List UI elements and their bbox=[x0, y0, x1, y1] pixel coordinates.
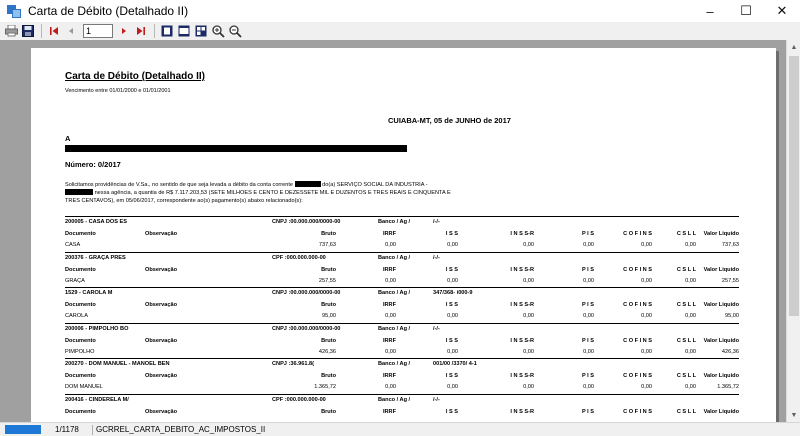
payment-entries bbox=[65, 216, 739, 422]
header-csll: C S L L bbox=[676, 408, 696, 415]
header-observacao: Observação bbox=[145, 408, 178, 415]
document-viewport[interactable] bbox=[0, 40, 786, 422]
entry-cofins: 0,00 bbox=[641, 384, 652, 390]
report-name: GCRREL_CARTA_DEBITO_AC_IMPOSTOS_II bbox=[96, 425, 266, 434]
title-bar bbox=[0, 0, 800, 22]
entry-row bbox=[65, 323, 739, 359]
zoom-in-icon[interactable] bbox=[211, 24, 225, 38]
entry-pis: 0,00 bbox=[583, 242, 594, 248]
entry-row bbox=[65, 252, 739, 288]
page-count: 1/1178 bbox=[55, 425, 79, 434]
entry-inss: 0,00 bbox=[523, 313, 534, 319]
entry-liquido: 95,00 bbox=[725, 313, 739, 319]
prev-page-icon[interactable] bbox=[64, 24, 78, 38]
header-csll: C S L L bbox=[676, 337, 696, 344]
page-width-icon[interactable] bbox=[177, 24, 191, 38]
entry-iss: 0,00 bbox=[447, 348, 458, 355]
entry-irrf: 0,00 bbox=[385, 384, 396, 390]
header-inss: I N S S-R bbox=[510, 373, 534, 379]
header-pis: P I S bbox=[581, 266, 594, 273]
page-number-input[interactable] bbox=[83, 24, 113, 38]
entry-inss: 0,00 bbox=[523, 348, 534, 355]
entry-csll: 0,00 bbox=[685, 313, 696, 319]
header-cofins: C O F I N S bbox=[623, 373, 652, 379]
report-subtitle: Vencimento entre 01/01/2000 e 01/01/2001 bbox=[65, 88, 171, 94]
entry-pis: 0,00 bbox=[583, 384, 594, 390]
first-page-icon[interactable] bbox=[47, 24, 61, 38]
header-liquido: Valor Liquido bbox=[703, 302, 739, 308]
entry-cofins: 0,00 bbox=[641, 348, 652, 355]
entry-irrf: 0,00 bbox=[385, 348, 396, 355]
entry-row bbox=[65, 216, 739, 252]
header-cofins: C O F I N S bbox=[623, 302, 652, 308]
entry-documento: CAROLA bbox=[65, 313, 89, 319]
header-iss: I S S bbox=[445, 337, 458, 344]
zoom-out-icon[interactable] bbox=[228, 24, 242, 38]
header-liquido: Valor Liquido bbox=[703, 266, 739, 273]
header-documento: Documento bbox=[65, 337, 96, 344]
status-bar bbox=[0, 422, 800, 436]
entry-liquido: 1.365,72 bbox=[717, 384, 739, 390]
entry-row bbox=[65, 358, 739, 394]
scroll-down-icon[interactable]: ▼ bbox=[790, 411, 798, 419]
scroll-thumb[interactable] bbox=[789, 56, 799, 316]
header-pis: P I S bbox=[581, 302, 594, 308]
entry-pis: 0,00 bbox=[583, 348, 594, 355]
entry-name: 200006 - PIMPOLHO BO bbox=[65, 325, 129, 332]
letter-body bbox=[65, 181, 535, 205]
body-line-2: do(a) SERVIÇO SOCIAL DA INDUSTRIA - bbox=[322, 182, 428, 188]
header-inss: I N S S-R bbox=[510, 302, 534, 308]
entry-bank-value: /-/- bbox=[433, 254, 440, 261]
app-icon bbox=[6, 3, 22, 19]
entry-bank-label: Banco / Ag / bbox=[378, 254, 411, 261]
entry-name: 1529 - CAROLA M bbox=[65, 290, 113, 296]
status-progress bbox=[5, 425, 41, 434]
entry-bank-label: Banco / Ag / bbox=[378, 396, 411, 403]
header-cofins: C O F I N S bbox=[623, 231, 652, 237]
header-pis: P I S bbox=[581, 373, 594, 379]
entry-inss: 0,00 bbox=[523, 384, 534, 390]
entry-documento: GRAÇA bbox=[65, 277, 85, 284]
header-liquido: Valor Liquido bbox=[703, 337, 739, 344]
entry-liquido: 426,36 bbox=[721, 348, 739, 355]
header-observacao: Observação bbox=[145, 266, 178, 273]
header-observacao: Observação bbox=[145, 373, 178, 379]
header-documento: Documento bbox=[65, 302, 96, 308]
entry-inss: 0,00 bbox=[523, 277, 534, 284]
report-title: Carta de Débito (Detalhado II) bbox=[65, 71, 206, 82]
header-cofins: C O F I N S bbox=[623, 266, 652, 273]
entry-name: 200376 - GRAÇA PRES bbox=[65, 254, 126, 261]
header-liquido: Valor Liquido bbox=[703, 231, 739, 237]
entry-name: 200270 - DOM MANUEL - MANOEL BEN bbox=[65, 361, 170, 367]
entry-inss: 0,00 bbox=[523, 242, 534, 248]
letter-number: Número: 0/2017 bbox=[65, 160, 121, 169]
redacted-account bbox=[295, 181, 321, 187]
entry-tax-id: CNPJ :00.000.000/0000-00 bbox=[272, 290, 341, 296]
entry-iss: 0,00 bbox=[447, 277, 458, 284]
entry-tax-id: CNPJ :00.000.000/0000-00 bbox=[272, 219, 341, 225]
entry-csll: 0,00 bbox=[685, 348, 696, 355]
page-view-icon[interactable] bbox=[160, 24, 174, 38]
header-documento: Documento bbox=[65, 231, 96, 237]
entry-iss: 0,00 bbox=[447, 384, 458, 390]
entry-tax-id: CNPJ :36.961.8( bbox=[272, 361, 314, 367]
header-inss: I N S S-R bbox=[510, 266, 534, 273]
entry-irrf: 0,00 bbox=[385, 242, 396, 248]
entry-bank-label: Banco / Ag / bbox=[378, 325, 411, 332]
header-observacao: Observação bbox=[145, 302, 178, 308]
header-irrf: IRRF bbox=[382, 373, 396, 379]
header-bruto: Bruto bbox=[321, 408, 336, 415]
entry-tax-id: CPF :000.000.000-00 bbox=[272, 396, 326, 403]
header-irrf: IRRF bbox=[382, 337, 396, 344]
entry-tax-id: CPF :000.000.000-00 bbox=[272, 254, 326, 261]
close-icon[interactable]: ✕ bbox=[776, 3, 788, 18]
full-page-icon[interactable] bbox=[194, 24, 208, 38]
minimize-icon[interactable]: – bbox=[706, 3, 714, 19]
entry-bruto: 426,36 bbox=[318, 348, 336, 355]
header-irrf: IRRF bbox=[382, 231, 396, 237]
header-irrf: IRRF bbox=[382, 266, 396, 273]
entry-csll: 0,00 bbox=[685, 277, 696, 284]
entry-row bbox=[65, 394, 739, 423]
header-bruto: Bruto bbox=[321, 266, 336, 273]
header-csll: C S L L bbox=[676, 266, 696, 273]
header-iss: I S S bbox=[445, 231, 458, 237]
header-cofins: C O F I N S bbox=[623, 408, 652, 415]
body-line-4: TRES CENTAVOS), em 05/06/2017, correspondente ao(s) pagamento(s) abaixo relacionado(s): bbox=[65, 197, 303, 204]
maximize-icon[interactable]: ☐ bbox=[740, 3, 752, 18]
entry-documento: PIMPOLHO bbox=[65, 348, 95, 355]
print-icon[interactable] bbox=[4, 24, 18, 38]
city-date: CUIABA-MT, 05 de JUNHO de 2017 bbox=[388, 116, 511, 125]
header-observacao: Observação bbox=[145, 231, 178, 237]
entry-row bbox=[65, 287, 739, 323]
header-bruto: Bruto bbox=[321, 337, 336, 344]
header-irrf: IRRF bbox=[382, 302, 396, 308]
vertical-scrollbar[interactable] bbox=[786, 40, 800, 422]
redacted-addressee bbox=[65, 145, 407, 152]
scroll-up-icon[interactable]: ▲ bbox=[790, 43, 798, 51]
entry-bank-label: Banco / Ag / bbox=[378, 219, 411, 225]
header-liquido: Valor Liquido bbox=[703, 373, 739, 379]
header-inss: I N S S-R bbox=[510, 337, 534, 344]
entry-irrf: 0,00 bbox=[385, 277, 396, 284]
entry-bank-label: Banco / Ag / bbox=[378, 290, 411, 296]
entry-bank-value: 001/00 /3370/ 4-1 bbox=[433, 361, 477, 367]
entry-documento: DOM MANUEL bbox=[65, 384, 103, 390]
entry-irrf: 0,00 bbox=[385, 313, 396, 319]
next-page-icon[interactable] bbox=[117, 24, 131, 38]
entry-tax-id: CNPJ :00.000.000/0000-00 bbox=[272, 325, 341, 332]
header-pis: P I S bbox=[581, 231, 594, 237]
toolbar bbox=[0, 22, 800, 40]
entry-iss: 0,00 bbox=[447, 313, 458, 319]
entry-liquido: 257,55 bbox=[721, 277, 739, 284]
entry-name: 200416 - CINDERELA M/ bbox=[65, 396, 129, 403]
header-documento: Documento bbox=[65, 373, 96, 379]
entry-liquido: 737,63 bbox=[721, 242, 739, 248]
header-iss: I S S bbox=[445, 266, 458, 273]
entry-csll: 0,00 bbox=[685, 384, 696, 390]
header-csll: C S L L bbox=[676, 302, 696, 308]
entry-documento: CASA bbox=[65, 242, 81, 248]
entry-bruto: 737,63 bbox=[318, 242, 336, 248]
header-csll: C S L L bbox=[676, 231, 696, 237]
entry-bank-value: /-/- bbox=[433, 325, 440, 332]
entry-bank-label: Banco / Ag / bbox=[378, 361, 411, 367]
header-bruto: Bruto bbox=[321, 373, 336, 379]
entry-name: 200005 - CASA DOS ES bbox=[65, 219, 127, 225]
entry-bruto: 1.365,72 bbox=[314, 384, 336, 390]
entry-pis: 0,00 bbox=[583, 277, 594, 284]
header-liquido: Valor Liquido bbox=[703, 408, 739, 415]
entry-bruto: 95,00 bbox=[322, 313, 336, 319]
entry-pis: 0,00 bbox=[583, 313, 594, 319]
header-cofins: C O F I N S bbox=[623, 337, 652, 344]
header-documento: Documento bbox=[65, 266, 96, 273]
header-iss: I S S bbox=[445, 373, 458, 379]
entry-cofins: 0,00 bbox=[641, 277, 652, 284]
header-observacao: Observação bbox=[145, 337, 178, 344]
last-page-icon[interactable] bbox=[134, 24, 148, 38]
header-csll: C S L L bbox=[676, 373, 696, 379]
header-irrf: IRRF bbox=[382, 408, 396, 415]
header-bruto: Bruto bbox=[321, 302, 336, 308]
entry-cofins: 0,00 bbox=[641, 313, 652, 319]
entry-bank-value: /-/- bbox=[433, 219, 440, 225]
header-iss: I S S bbox=[445, 302, 458, 308]
entry-cofins: 0,00 bbox=[641, 242, 652, 248]
body-line-3: nessa agência, a quantia de R$ 7.117.203,53 (SETE MILHOES E CENTO E DEZESSETE MIL E DUZENTOS E TRES REAIS E CINQUENTA E bbox=[94, 190, 451, 197]
entry-bank-value: /-/- bbox=[433, 396, 440, 403]
entry-bank-value: 347/368- i000-9 bbox=[433, 290, 473, 296]
entry-iss: 0,00 bbox=[447, 242, 458, 248]
header-bruto: Bruto bbox=[321, 231, 336, 237]
redacted-bank bbox=[65, 189, 93, 195]
header-inss: I N S S-R bbox=[510, 408, 534, 415]
window-title: Carta de Débito (Detalhado II) bbox=[28, 4, 189, 18]
header-pis: P I S bbox=[581, 337, 594, 344]
addressee-prefix: A bbox=[65, 134, 71, 143]
header-inss: I N S S-R bbox=[510, 231, 534, 237]
entry-csll: 0,00 bbox=[685, 242, 696, 248]
header-iss: I S S bbox=[445, 408, 458, 415]
header-documento: Documento bbox=[65, 408, 96, 415]
body-line-1: Solicitamos providências de V.Sa., no sentido de que seja levada a débito da conta corrente bbox=[65, 182, 294, 188]
save-icon[interactable] bbox=[21, 24, 35, 38]
header-pis: P I S bbox=[581, 408, 594, 415]
report-page bbox=[31, 48, 776, 422]
entry-bruto: 257,55 bbox=[318, 277, 336, 284]
